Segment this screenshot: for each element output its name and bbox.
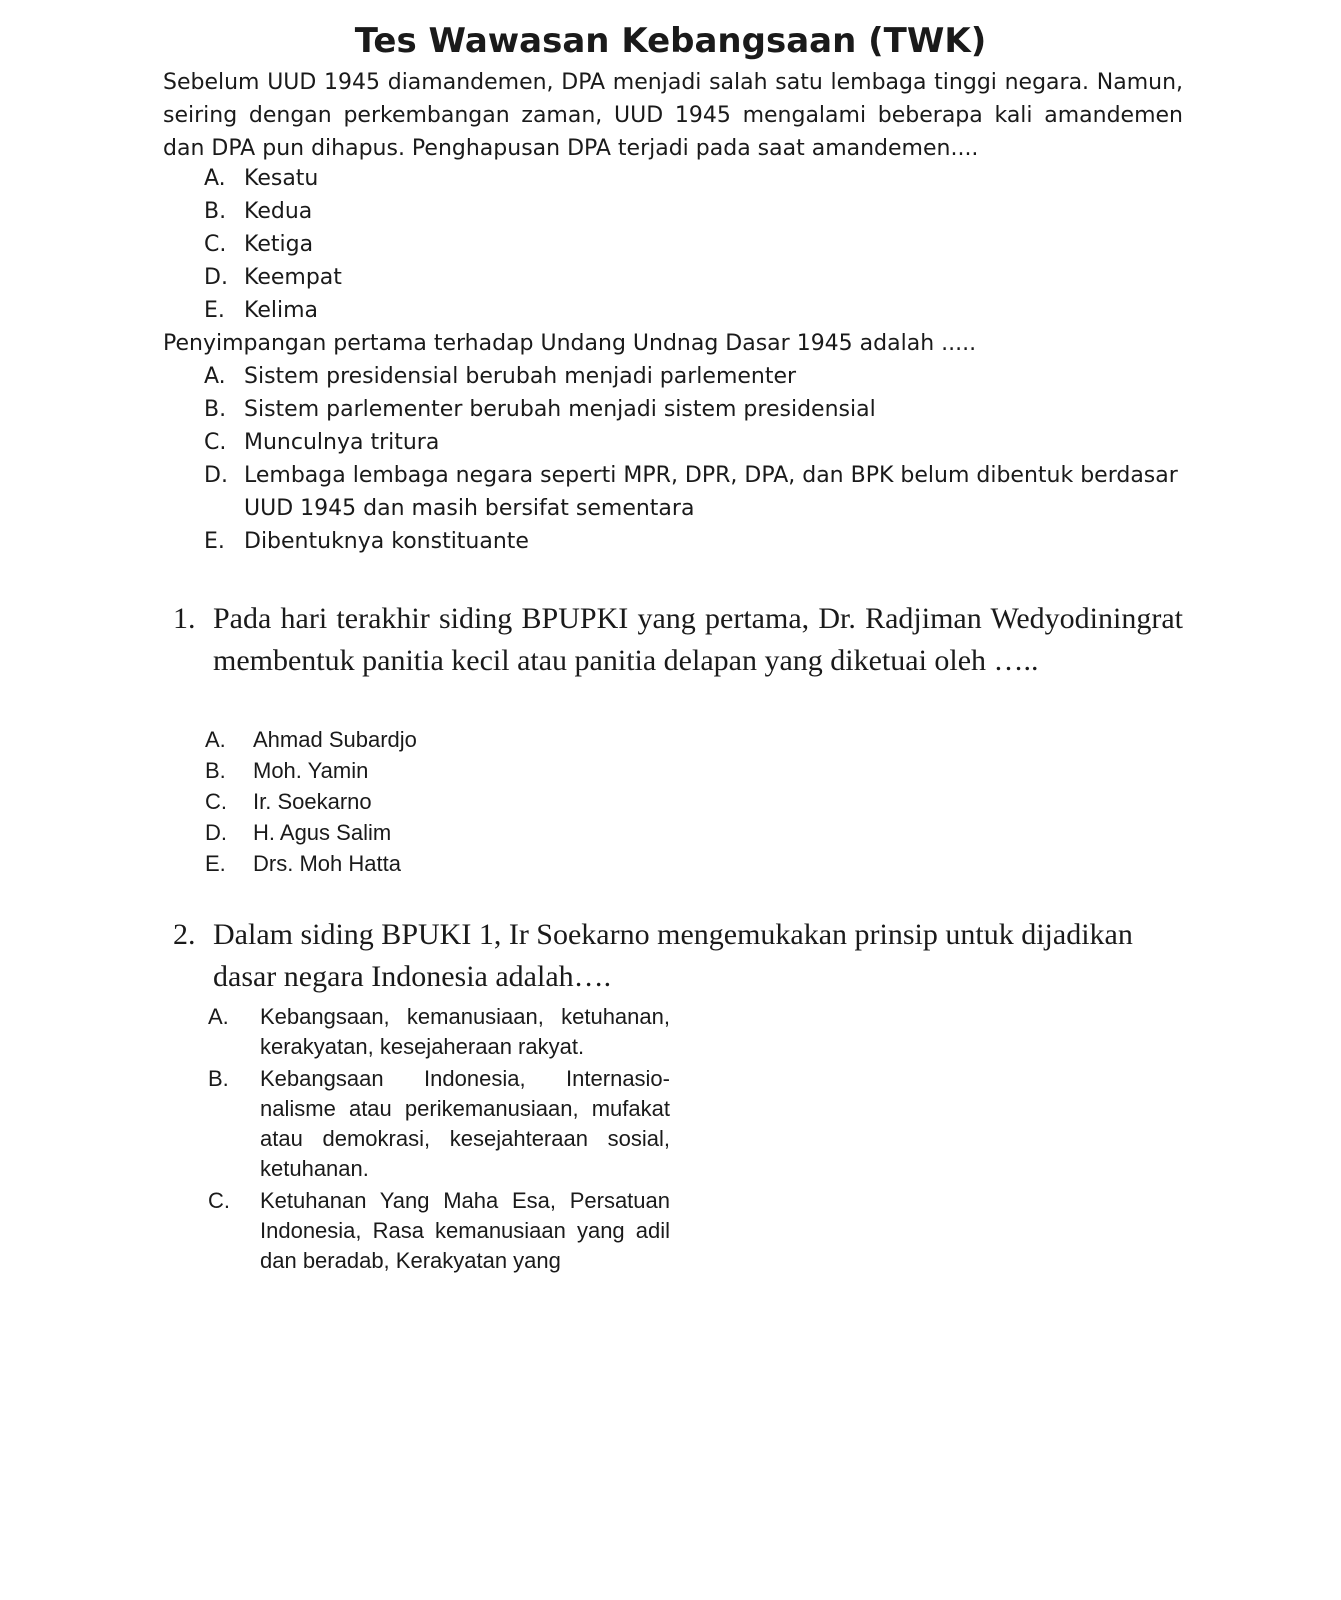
- question-text: Pada hari terakhir siding BPUPKI yang pertama, Dr. Radjiman Wedyodiningrat membentuk panitia kecil atau panitia delapan yang diketuai oleh …..: [213, 602, 1183, 677]
- option-letter: C.: [208, 1188, 230, 1213]
- option-item: [204, 162, 1194, 195]
- option-letter: C.: [204, 232, 227, 257]
- option-text: Sistem parlementer berubah menjadi sistem presidensial: [244, 397, 876, 422]
- option-list: [208, 1002, 670, 1278]
- page-title: Tes Wawasan Kebangsaan (TWK): [354, 21, 987, 61]
- question-1: [173, 598, 1183, 682]
- option-item: [205, 786, 417, 817]
- option-item: [204, 426, 1194, 459]
- option-item: [205, 817, 417, 848]
- option-item: [204, 525, 1194, 558]
- option-text: Ketiga: [244, 232, 314, 257]
- option-item: [205, 724, 417, 755]
- option-text: Kebangsaan Indonesia, Internasio-nalisme atau perikemanusiaan, mufakat atau demokrasi, kesejahteraan sosial, ketuhanan.: [260, 1066, 670, 1181]
- option-letter: E.: [204, 529, 225, 554]
- option-text: Kebangsaan, kemanusiaan, ketuhanan, kerakyatan, kesejaheraan rakyat.: [260, 1004, 670, 1059]
- option-text: Dibentuknya konstituante: [244, 529, 529, 554]
- option-letter: B.: [204, 397, 227, 422]
- option-letter: C.: [204, 430, 227, 455]
- option-item: [204, 228, 1194, 261]
- option-letter: E.: [205, 851, 226, 876]
- option-text: Kesatu: [244, 166, 319, 191]
- question-text: Dalam siding BPUKI 1, Ir Soekarno mengemukakan prinsip untuk dijadikan dasar negara Indonesia adalah….: [213, 918, 1133, 993]
- question-2: [173, 914, 1183, 998]
- option-text: H. Agus Salim: [253, 820, 392, 845]
- option-letter: A.: [208, 1004, 229, 1029]
- option-item: [204, 195, 1194, 228]
- question-number: 2.: [173, 918, 196, 951]
- option-letter: A.: [204, 166, 226, 191]
- option-text: Drs. Moh Hatta: [253, 851, 401, 876]
- option-letter: B.: [205, 758, 226, 783]
- option-letter: D.: [204, 463, 228, 488]
- option-letter: D.: [204, 265, 228, 290]
- question-text: Sebelum UUD 1945 diamandemen, DPA menjadi salah satu lembaga tinggi negara. Namun, seiring dengan perkembangan zaman, UUD 1945 mengalami beberapa kali amandemen dan DPA pun dihapus. Penghapusan DPA terjadi pada saat amandemen....: [163, 70, 1183, 161]
- option-letter: B.: [204, 199, 227, 224]
- option-text: Kelima: [244, 298, 319, 323]
- option-item: [204, 459, 1194, 525]
- option-letter: A.: [204, 364, 226, 389]
- option-list: [205, 724, 417, 879]
- option-item: [208, 1064, 670, 1184]
- option-text: Ketuhanan Yang Maha Esa, Persatuan Indonesia, Rasa kemanusiaan yang adil dan beradab, Kerakyatan yang: [260, 1188, 670, 1273]
- option-item: [204, 261, 1194, 294]
- option-text: Munculnya tritura: [244, 430, 440, 455]
- option-list: [204, 360, 1194, 558]
- option-text: Ir. Soekarno: [253, 789, 372, 814]
- option-item: [208, 1002, 670, 1062]
- question-number: 1.: [173, 602, 196, 635]
- option-item: [205, 755, 417, 786]
- option-item: [205, 848, 417, 879]
- option-text: Ahmad Subardjo: [253, 727, 417, 752]
- option-letter: A.: [205, 727, 226, 752]
- option-letter: D.: [205, 820, 227, 845]
- option-item: [204, 360, 1194, 393]
- option-text: Sistem presidensial berubah menjadi parlementer: [244, 364, 797, 389]
- option-item: [204, 393, 1194, 426]
- option-text: Moh. Yamin: [253, 758, 369, 783]
- option-letter: E.: [204, 298, 225, 323]
- option-text: Lembaga lembaga negara seperti MPR, DPR, DPA, dan BPK belum dibentuk berdasar UUD 1945 dan masih bersifat sementara: [244, 463, 1178, 521]
- option-item: [208, 1186, 670, 1276]
- option-list: [204, 162, 1194, 327]
- option-text: Keempat: [244, 265, 342, 290]
- option-item: [204, 294, 1194, 327]
- option-letter: C.: [205, 789, 227, 814]
- question-text: Penyimpangan pertama terhadap Undang Undnag Dasar 1945 adalah .....: [163, 331, 977, 356]
- option-text: Kedua: [244, 199, 313, 224]
- option-letter: B.: [208, 1066, 229, 1091]
